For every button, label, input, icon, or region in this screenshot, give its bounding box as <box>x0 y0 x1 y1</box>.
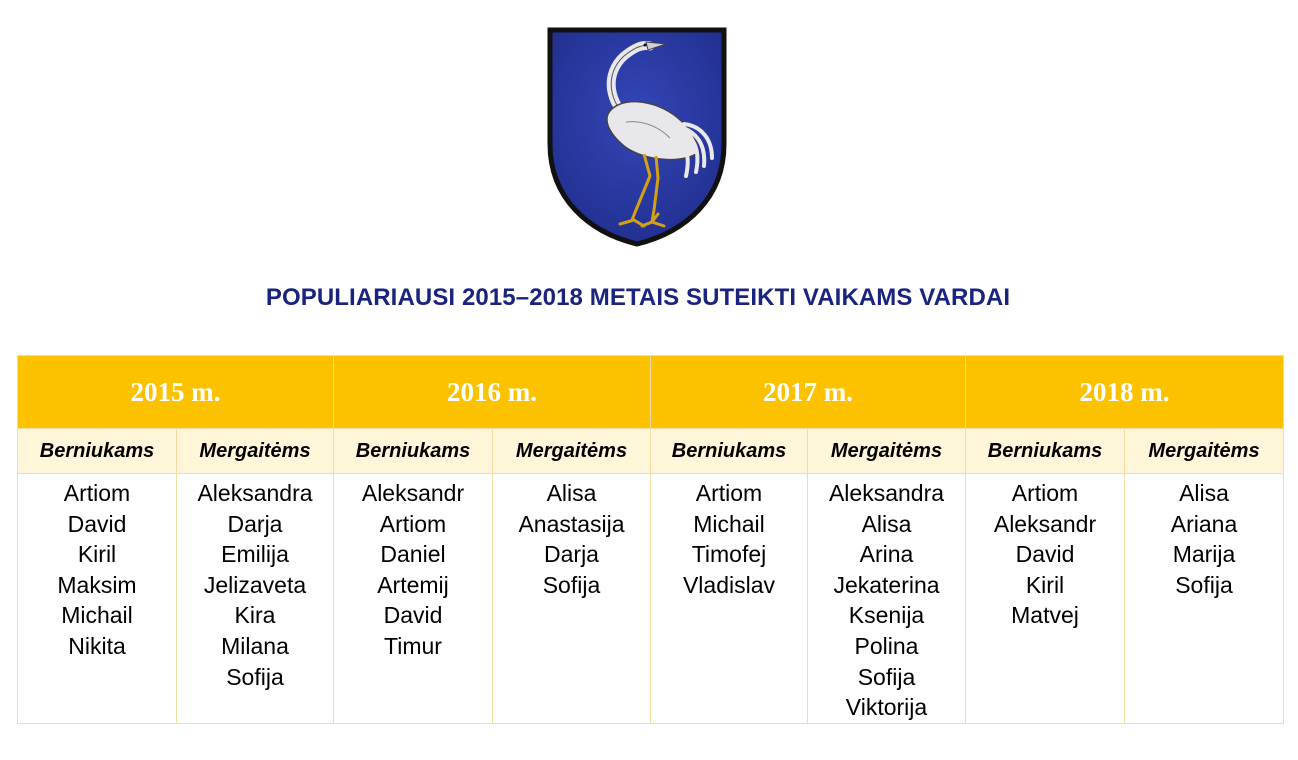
boys-header: Berniukams <box>966 429 1125 474</box>
name-entry: David <box>1015 541 1075 568</box>
name-entry: Alisa <box>1179 480 1229 506</box>
name-entry: Sofija <box>226 663 284 690</box>
name-entry: Sofija <box>857 663 916 690</box>
name-entry: Jekaterina <box>833 571 940 598</box>
name-entry: Kiril <box>1025 571 1065 598</box>
page-title: POPULIARIAUSI 2015–2018 METAIS SUTEIKTI VAIKAMS VARDAI <box>265 284 1011 311</box>
name-entry: Alisa <box>861 510 912 537</box>
names-table <box>17 355 1284 724</box>
boys-names-cell <box>334 474 493 724</box>
name-entry: David <box>383 602 443 629</box>
name-entry: Emilija <box>221 541 289 568</box>
name-entry: Aleksandr <box>361 480 465 506</box>
boys-header: Berniukams <box>651 429 808 474</box>
name-entry: Aleksandr <box>993 510 1097 537</box>
gender-header-row <box>18 429 1284 474</box>
name-entry: Polina <box>854 632 919 659</box>
girls-names-cell <box>1125 474 1284 724</box>
name-entry: Artemij <box>377 571 449 598</box>
boys-header: Berniukams <box>18 429 177 474</box>
name-entry: Maksim <box>57 571 137 598</box>
name-entry: Kiril <box>77 541 117 568</box>
name-entry: Artiom <box>379 510 447 537</box>
name-entry: Sofija <box>542 571 601 598</box>
name-entry: Kira <box>234 602 276 629</box>
name-entry: Jelizaveta <box>203 571 307 598</box>
name-entry: Matvej <box>1011 602 1079 629</box>
name-entry: Viktorija <box>845 694 928 721</box>
name-entry: Marija <box>1172 541 1236 568</box>
boys-header: Berniukams <box>334 429 493 474</box>
name-entry: Arina <box>859 541 914 568</box>
boys-names-cell <box>966 474 1125 724</box>
boys-names-cell <box>651 474 808 724</box>
girls-header: Mergaitėms <box>1125 429 1284 474</box>
name-entry: Artiom <box>695 480 763 506</box>
name-entry: Michail <box>61 602 133 629</box>
names-row <box>18 474 1284 724</box>
year-header: 2017 m. <box>651 356 966 429</box>
name-entry: Timofej <box>691 541 767 568</box>
name-entry: Michail <box>693 510 765 537</box>
name-entry: Darja <box>227 510 283 537</box>
name-entry: Daniel <box>380 541 446 568</box>
girls-header: Mergaitėms <box>177 429 334 474</box>
crane-coat-of-arms-icon <box>546 26 728 248</box>
name-entry: Darja <box>544 541 599 568</box>
name-entry: Anastasija <box>518 510 625 537</box>
name-entry: Aleksandra <box>197 480 313 506</box>
name-entry: Artiom <box>63 480 131 506</box>
name-entry: Milana <box>221 632 289 659</box>
year-header: 2016 m. <box>334 356 651 429</box>
name-entry: Timur <box>384 632 442 659</box>
girls-names-cell <box>808 474 966 724</box>
name-entry: Nikita <box>68 632 126 659</box>
name-entry: Aleksandra <box>828 480 945 506</box>
name-entry: Alisa <box>546 480 597 506</box>
girls-header: Mergaitėms <box>808 429 966 474</box>
year-header: 2015 m. <box>18 356 334 429</box>
girls-header: Mergaitėms <box>493 429 651 474</box>
year-header-row <box>18 356 1284 429</box>
name-entry: Vladislav <box>682 571 776 598</box>
name-entry: Ksenija <box>848 602 925 629</box>
girls-names-cell <box>177 474 334 724</box>
name-entry: David <box>67 510 127 537</box>
girls-names-cell <box>493 474 651 724</box>
name-entry: Sofija <box>1175 571 1233 598</box>
name-entry: Ariana <box>1170 510 1238 537</box>
name-entry: Artiom <box>1011 480 1079 506</box>
year-header: 2018 m. <box>966 356 1284 429</box>
boys-names-cell <box>18 474 177 724</box>
